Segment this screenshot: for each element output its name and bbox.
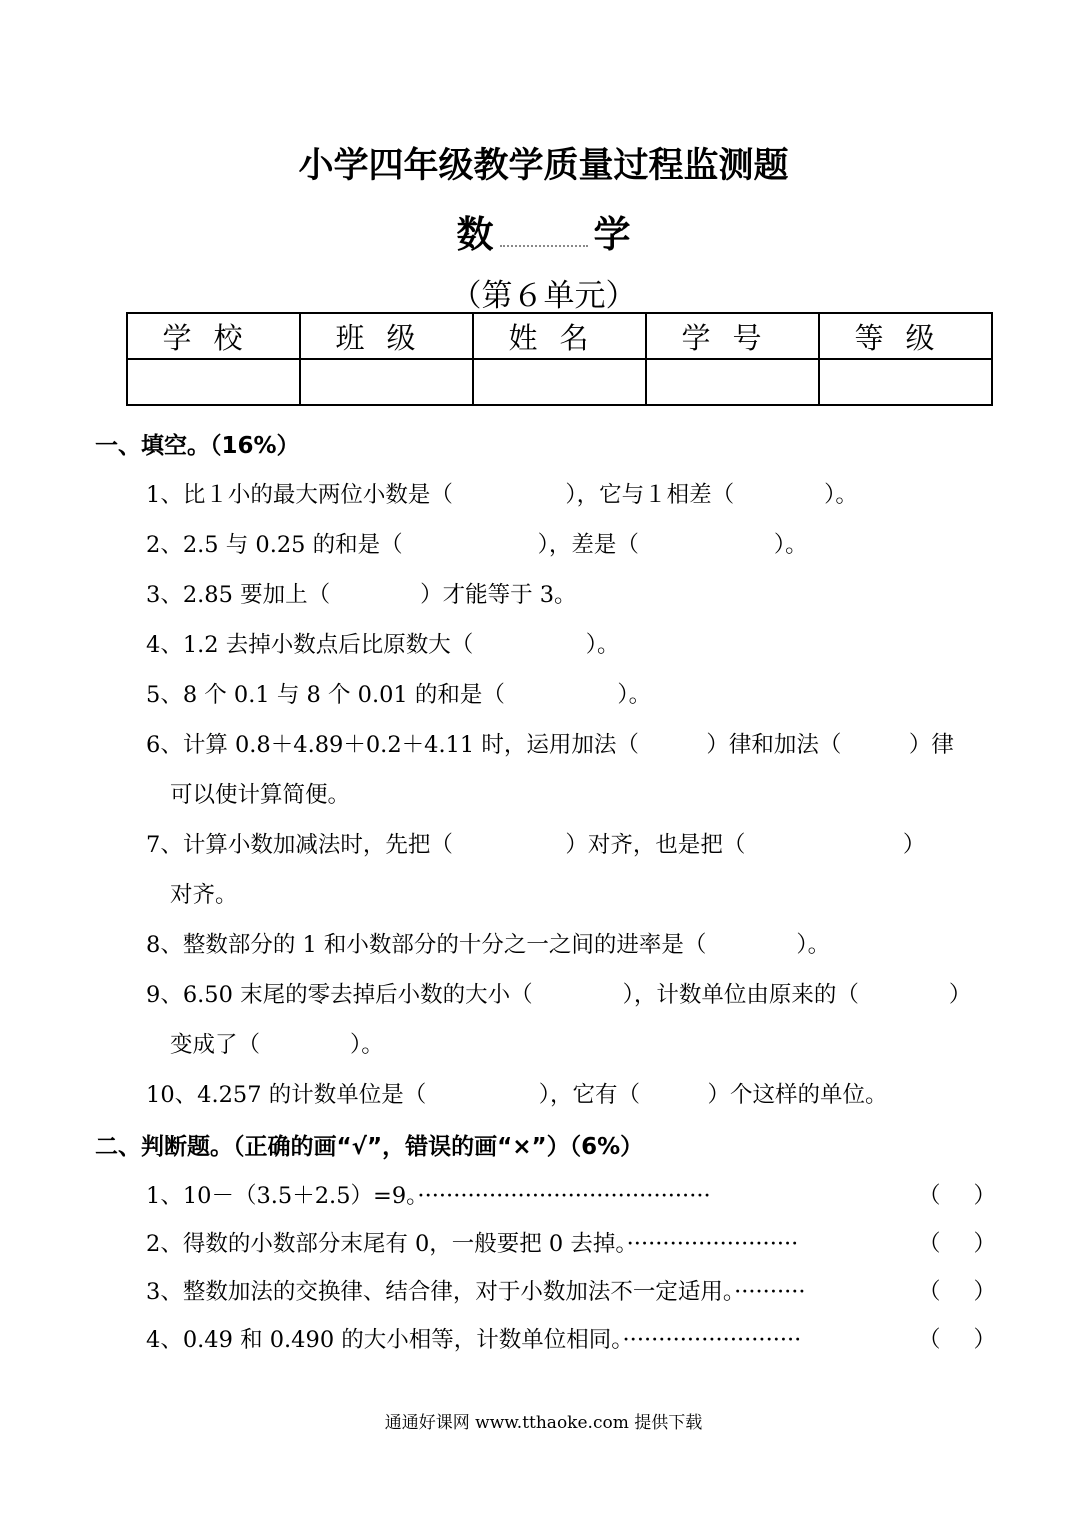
- subject-title: [0, 204, 1087, 258]
- footer-source-note: 通通好课网 www.tthaoke.com 提供下载: [384, 1413, 703, 1433]
- question-1: 1、比１小的最大两位小数是（ ），它与１相差（ ）。: [146, 482, 858, 508]
- info-entry-row: [127, 359, 992, 405]
- info-cell-school[interactable]: [127, 359, 300, 405]
- info-header-name: 姓名: [473, 313, 646, 359]
- paren-close: ）: [973, 1231, 996, 1257]
- judge-item-text: 2、得数的小数部分末尾有 0，一般要把 0 去掉。························: [146, 1231, 799, 1257]
- question-5: 5、8 个 0.1 与 8 个 0.01 的和是（ ）。: [146, 682, 652, 708]
- info-cell-name[interactable]: [473, 359, 646, 405]
- paren-open: （: [918, 1231, 941, 1257]
- question-2: 2、2.5 与 0.25 的和是（ ），差是（ ）。: [146, 532, 808, 558]
- answer-box[interactable]: [918, 1178, 996, 1210]
- question-10: 10、4.257 的计数单位是（ ），它有（ ）个这样的单位。: [146, 1082, 888, 1108]
- info-header-row: [127, 313, 992, 359]
- info-header-number: 学号: [646, 313, 819, 359]
- subject-left-char: 数: [456, 213, 494, 256]
- question-6: 6、计算 0.8＋4.89＋0.2＋4.11 时，运用加法（ ）律和加法（ ）律: [146, 732, 954, 758]
- paren-close: ）: [973, 1183, 996, 1209]
- section-fill-blank-heading: 一、填空。（16%）: [95, 433, 300, 459]
- paren-open: （: [918, 1327, 941, 1353]
- info-header-class: 班级: [300, 313, 473, 359]
- paren-open: （: [918, 1279, 941, 1305]
- info-cell-class[interactable]: [300, 359, 473, 405]
- judge-item-text: 4、0.49 和 0.490 的大小相等，计数单位相同。·························: [146, 1327, 802, 1353]
- info-cell-number[interactable]: [646, 359, 819, 405]
- judge-item-text: 3、整数加法的交换律、结合律，对于小数加法不一定适用。··········: [146, 1279, 806, 1305]
- section-judgement-heading: 二、判断题。（正确的画“√”，错误的画“×”）（6%）: [95, 1134, 644, 1160]
- subject-gap: [500, 241, 588, 247]
- subject-right-char: 学: [593, 213, 631, 256]
- paren-close: ）: [973, 1279, 996, 1305]
- question-3: 3、2.85 要加上（ ）才能等于 3。: [146, 582, 577, 608]
- answer-box[interactable]: [918, 1226, 996, 1258]
- info-cell-grade[interactable]: [819, 359, 992, 405]
- question-8: 8、整数部分的 1 和小数部分的十分之一之间的进率是（ ）。: [146, 932, 831, 958]
- info-header-school: 学校: [127, 313, 300, 359]
- question-7-continued: 对齐。: [170, 882, 238, 908]
- question-7: 7、计算小数加减法时，先把（ ）对齐，也是把（ ）: [146, 832, 926, 858]
- paren-close: ）: [973, 1327, 996, 1353]
- question-4: 4、1.2 去掉小数点后比原数大（ ）。: [146, 632, 620, 658]
- question-9-continued: 变成了（ ）。: [170, 1032, 384, 1058]
- question-9: 9、6.50 末尾的零去掉后小数的大小（ ），计数单位由原来的（ ）: [146, 982, 972, 1008]
- question-6-continued: 可以使计算简便。: [170, 782, 351, 808]
- judge-item-text: 1、10－（3.5＋2.5）=9。·········································: [146, 1183, 711, 1209]
- page-title: 小学四年级教学质量过程监测题: [298, 146, 789, 186]
- unit-label: （第６单元）: [450, 278, 637, 314]
- answer-box[interactable]: [918, 1322, 996, 1354]
- info-header-grade: 等级: [819, 313, 992, 359]
- paren-open: （: [918, 1183, 941, 1209]
- answer-box[interactable]: [918, 1274, 996, 1306]
- student-info-table: [126, 312, 993, 406]
